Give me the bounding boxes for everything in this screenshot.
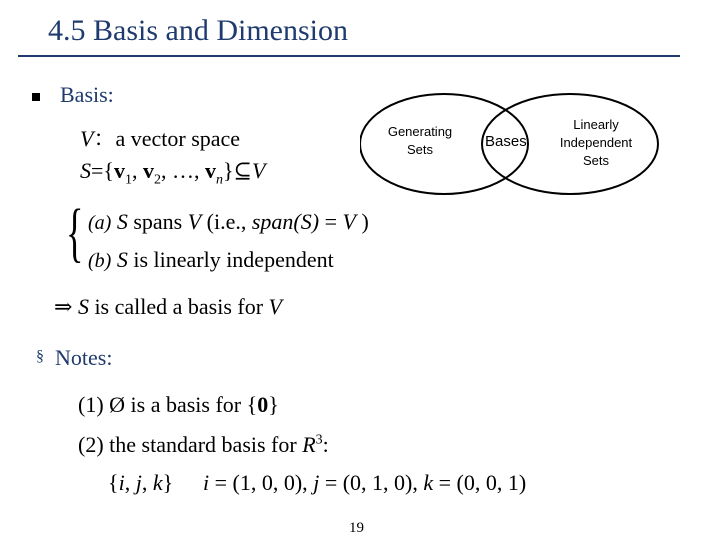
ellipsis: …, [171,158,200,183]
section-bullet-icon: § [36,348,44,365]
venn-right-line-1: Linearly [573,117,619,132]
v-symbol: V [80,126,94,151]
condition-b-text: is linearly independent [133,247,334,272]
basis-j: j [135,470,142,495]
basis-conclusion [54,294,282,320]
note-1 [78,392,279,418]
venn-right-line-3: Sets [582,153,609,168]
standard-basis-line [108,470,173,496]
implies-arrow-icon: ⇒ [54,294,73,319]
k-value: = (0, 0, 1) [438,470,527,495]
basis-k: k [152,470,163,495]
condition-a-eq: = [324,209,338,234]
equals-brace: ={ [91,158,114,183]
venn-left-line-2: Sets [406,142,433,157]
condition-a-span: span(S) [251,209,320,234]
empty-set-symbol: Ø [109,392,126,417]
condition-a-v: V [187,209,202,234]
r-exponent: 3 [315,432,323,448]
subscript-1: 1 [124,172,132,188]
condition-a [88,209,369,235]
set-open-brace: { [108,470,119,495]
subscript-2: 2 [153,172,161,188]
condition-a-v2: V [342,209,356,234]
condition-a-verb: spans [133,209,183,234]
page-number: 19 [349,520,364,536]
conclusion-s: S [77,294,89,319]
venn-right-label [552,116,640,170]
condition-b-s: S [116,247,128,272]
subscript-n: n [215,172,223,188]
note-1-text: is a basis for { [130,392,258,417]
venn-right-line-2: Independent [559,135,633,150]
condition-a-ie: (i.e., [206,209,247,234]
basis-heading: Basis: [60,82,114,107]
notes-heading: Notes: [55,345,113,370]
comma-2: , [141,470,148,495]
j-value: = (0, 1, 0), [324,470,418,495]
condition-a-s: S [116,209,128,234]
vector-space-text: a vector space [115,126,241,151]
v2-vector: v [142,158,154,183]
colon-separator: ： [93,126,116,151]
title-underline [18,55,680,57]
conclusion-v: V [268,294,282,319]
subset-symbol: ⊆ [233,158,252,183]
condition-a-tag: (a) [88,212,112,234]
standard-basis-values [203,470,526,496]
v1-vector: v [113,158,125,183]
note-2-colon: : [322,432,329,457]
i-value: = (1, 0, 0), [214,470,308,495]
note-1-close: } [268,392,279,417]
vector-space-definition [80,122,240,153]
v-symbol-2: V [251,158,266,183]
condition-b [88,247,334,273]
s-symbol: S [80,158,91,183]
set-s-definition: $S=\{v_1$, $v_2$, …, $v_n\}⊆V$ [80,158,266,188]
comma-1: , [124,470,131,495]
condition-b-tag: (b) [88,250,112,272]
slide-title: 4.5 Basis and Dimension [48,14,348,47]
conclusion-text: is called a basis for [94,294,264,319]
vn-vector: v [204,158,216,183]
k-label: k [423,470,434,495]
note-2-text: (2) the standard basis for [78,432,297,457]
i-label: i [203,470,210,495]
note-1-prefix: (1) [78,392,104,417]
square-bullet-icon [32,93,40,101]
venn-center-label: Bases [485,133,527,150]
zero-vector: 0 [257,392,269,417]
note-2 [78,432,329,458]
left-brace-symbol: { [66,196,84,269]
j-label: j [313,470,320,495]
basis-i: i [118,470,125,495]
venn-left-line-1: Generating [387,124,453,139]
set-close-brace: } [162,470,174,495]
condition-a-close: ) [361,209,369,234]
venn-left-label [380,123,460,159]
r-symbol: R [302,432,316,457]
close-brace: } [222,158,234,183]
